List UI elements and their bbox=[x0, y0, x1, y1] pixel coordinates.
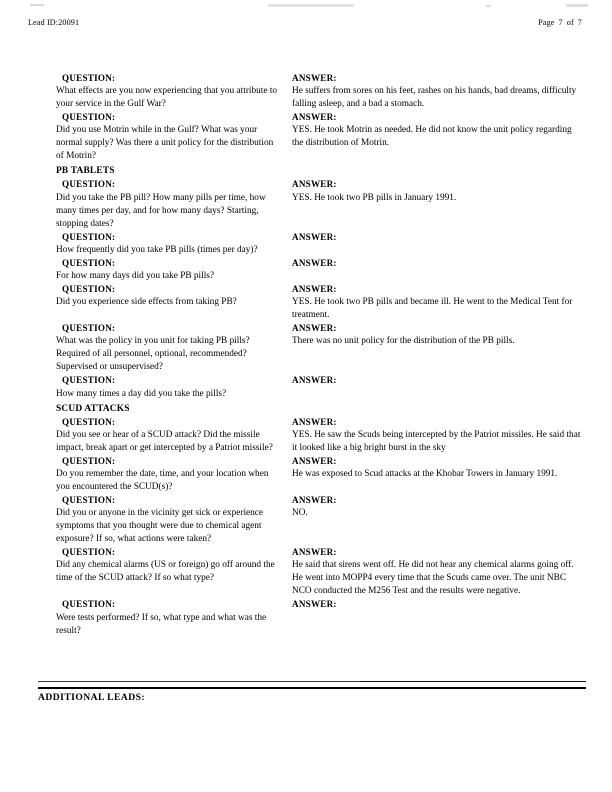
answer-column bbox=[281, 283, 584, 296]
additional-leads-label: ADDITIONAL LEADS: bbox=[38, 691, 146, 703]
question-text: Did any chemical alarms (US or foreign) go off around the time of the SCUD attack? If so what type? bbox=[56, 560, 275, 584]
page-current: 7 bbox=[558, 18, 563, 27]
section-heading-row bbox=[28, 402, 612, 416]
qa-text-row bbox=[28, 612, 584, 638]
qa-text-row bbox=[28, 296, 584, 322]
question-column bbox=[28, 598, 281, 611]
question-column bbox=[28, 231, 281, 244]
qa-text-row bbox=[28, 388, 584, 401]
qa-text-row bbox=[28, 335, 584, 374]
answer-label: ANSWER: bbox=[292, 547, 337, 558]
scan-artifact bbox=[268, 4, 354, 7]
question-column bbox=[28, 124, 281, 163]
question-text: Did you see or hear of a SCUD attack? Did the missile impact, break apart or get intercepted by a Patriot missile? bbox=[56, 429, 273, 453]
question-label: QUESTION: bbox=[62, 73, 116, 83]
question-column bbox=[28, 283, 281, 296]
qa-label-row bbox=[28, 416, 584, 429]
qa-label-row bbox=[28, 546, 584, 559]
qa-label-row bbox=[28, 283, 584, 296]
qa-label-row bbox=[28, 322, 584, 335]
question-column bbox=[28, 494, 281, 507]
qa-text-row bbox=[28, 429, 584, 455]
question-column bbox=[28, 416, 281, 429]
question-label: QUESTION: bbox=[62, 323, 116, 334]
question-text: Did you experience side effects from taking PB? bbox=[56, 297, 237, 308]
answer-label: ANSWER: bbox=[292, 455, 337, 466]
answer-label: ANSWER: bbox=[292, 599, 337, 610]
answer-label: ANSWER: bbox=[292, 416, 337, 427]
answer-column bbox=[281, 374, 584, 387]
answer-column bbox=[281, 429, 584, 455]
question-text: How many times a day did you take the pills? bbox=[56, 388, 227, 399]
question-column bbox=[28, 85, 281, 111]
answer-label: ANSWER: bbox=[292, 495, 337, 506]
answer-column bbox=[281, 178, 584, 191]
page-label: Page bbox=[538, 18, 555, 27]
answer-text: He was exposed to Scud attacks at the Khobar Towers in January 1991. bbox=[292, 469, 558, 480]
qa-text-row bbox=[28, 468, 584, 494]
answer-text: He said that sirens went off. He did not hear any chemical alarms going off. He went into MOPP4 every time that the Scuds came over. The unit NBC NCO conducted the M256 Test and the results were negative. bbox=[292, 560, 574, 597]
question-text: For how many days did you take PB pills? bbox=[56, 271, 215, 282]
question-column bbox=[28, 335, 281, 374]
question-label: QUESTION: bbox=[62, 416, 116, 427]
answer-text bbox=[292, 244, 584, 257]
question-text: Did you or anyone in the vicinity get sick or experience symptoms that you thought were due to chemical agent exposure? If so, what actions were taken? bbox=[56, 508, 264, 545]
question-column bbox=[28, 296, 281, 309]
answer-text: YES. He took Motrin as needed. He did not know the unit policy regarding the distribution of Motrin. bbox=[292, 125, 572, 149]
answer-column bbox=[281, 192, 584, 205]
question-column bbox=[28, 546, 281, 559]
question-column bbox=[28, 468, 281, 494]
answer-column bbox=[281, 507, 584, 520]
question-column bbox=[28, 178, 281, 191]
answer-text: YES. He saw the Scuds being intercepted by the Patriot missiles. He said that it looked like a big bright burst in the sky bbox=[292, 429, 581, 453]
qa-label-row bbox=[28, 231, 584, 244]
page-number bbox=[536, 18, 584, 27]
divider-rule-thick bbox=[38, 687, 586, 689]
qa-text-row bbox=[28, 507, 584, 546]
answer-column bbox=[281, 231, 584, 244]
section-heading-row bbox=[28, 164, 612, 178]
question-column bbox=[28, 374, 281, 387]
question-text: Did you take the PB pill? How many pills per time, how many times per day, and for how many days? Starting, stopping dates? bbox=[56, 192, 266, 229]
question-label: QUESTION: bbox=[62, 112, 116, 123]
question-text: Were tests performed? If so, what type and what was the result? bbox=[56, 612, 267, 636]
answer-text: YES. He took two PB pills and became ill. He went to the Medical Tent for treatment. bbox=[292, 297, 573, 321]
answer-column bbox=[281, 124, 584, 150]
question-label: QUESTION: bbox=[62, 375, 116, 386]
question-column bbox=[28, 388, 281, 401]
answer-column bbox=[281, 244, 584, 257]
qa-text-row bbox=[28, 270, 584, 283]
answer-label: ANSWER: bbox=[292, 323, 337, 334]
answer-text bbox=[292, 388, 584, 401]
question-label: QUESTION: bbox=[62, 231, 116, 242]
qa-label-row bbox=[28, 178, 584, 191]
question-label: QUESTION: bbox=[62, 284, 116, 295]
qa-text-row bbox=[28, 85, 584, 111]
question-column bbox=[28, 507, 281, 546]
answer-label: ANSWER: bbox=[292, 112, 337, 123]
answer-text bbox=[292, 270, 584, 283]
scan-artifact bbox=[30, 4, 44, 6]
question-column bbox=[28, 429, 281, 455]
answer-column bbox=[281, 257, 584, 270]
qa-label-row bbox=[28, 72, 584, 85]
answer-column bbox=[281, 559, 584, 598]
section-heading: SCUD ATTACKS bbox=[56, 403, 130, 414]
answer-column bbox=[281, 388, 584, 401]
qa-label-row bbox=[28, 111, 584, 124]
question-text: Did you use Motrin while in the Gulf? What was your normal supply? Was there a unit policy for the distribution of Motrin? bbox=[56, 125, 274, 162]
question-column bbox=[28, 111, 281, 124]
scan-artifact bbox=[566, 4, 588, 7]
question-label: QUESTION: bbox=[62, 599, 116, 610]
qa-label-row bbox=[28, 494, 584, 507]
lead-id: Lead ID:20091 bbox=[28, 18, 80, 27]
answer-column bbox=[281, 72, 584, 85]
page-header bbox=[0, 18, 612, 32]
qa-label-row bbox=[28, 598, 584, 611]
answer-column bbox=[281, 335, 584, 348]
answer-text bbox=[292, 612, 584, 625]
qa-label-row bbox=[28, 455, 584, 468]
qa-text-row bbox=[28, 559, 584, 598]
question-text: What effects are you now experiencing that you attribute to your service in the Gulf War? bbox=[56, 86, 278, 110]
question-label: QUESTION: bbox=[62, 547, 116, 558]
answer-column bbox=[281, 322, 584, 335]
answer-column bbox=[281, 598, 584, 611]
answer-label: ANSWER: bbox=[292, 257, 337, 268]
qa-text-row bbox=[28, 124, 584, 163]
additional-leads-block bbox=[38, 681, 586, 703]
answer-text: NO. bbox=[292, 508, 308, 519]
qa-label-row bbox=[28, 374, 584, 387]
qa-text-row bbox=[28, 192, 584, 231]
answer-label: ANSWER: bbox=[292, 284, 337, 295]
question-column bbox=[28, 612, 281, 638]
answer-text: YES. He took two PB pills in January 1991. bbox=[292, 192, 457, 203]
answer-column bbox=[281, 270, 584, 283]
question-column bbox=[28, 72, 281, 85]
question-label: QUESTION: bbox=[62, 455, 116, 466]
question-text: What was the policy in you unit for taking PB pills? Required of all personnel, optional, recommended? Supervised or unsupervised? bbox=[56, 336, 250, 373]
answer-column bbox=[281, 546, 584, 559]
question-label: QUESTION: bbox=[62, 179, 116, 190]
answer-label: ANSWER: bbox=[292, 231, 337, 242]
answer-label: ANSWER: bbox=[292, 179, 337, 190]
qa-body bbox=[0, 72, 612, 638]
answer-column bbox=[281, 612, 584, 625]
qa-grid bbox=[28, 72, 584, 638]
answer-column bbox=[281, 296, 584, 322]
section-heading: PB TABLETS bbox=[56, 166, 115, 177]
question-column bbox=[28, 192, 281, 231]
question-column bbox=[28, 257, 281, 270]
answer-label: ANSWER: bbox=[292, 73, 337, 83]
answer-column bbox=[281, 85, 584, 111]
answer-text: He suffers from sores on his feet, rashes on his hands, bad dreams, difficulty falling asleep, and a bad a stomach. bbox=[292, 86, 577, 110]
answer-column bbox=[281, 416, 584, 429]
page-of: of bbox=[566, 18, 574, 27]
qa-label-row bbox=[28, 257, 584, 270]
question-column bbox=[28, 322, 281, 335]
page-total: 7 bbox=[577, 18, 582, 27]
qa-text-row bbox=[28, 244, 584, 257]
question-label: QUESTION: bbox=[62, 257, 116, 268]
answer-label: ANSWER: bbox=[292, 375, 337, 386]
divider-rule-short bbox=[38, 681, 361, 682]
answer-column bbox=[281, 111, 584, 124]
answer-column bbox=[281, 455, 584, 468]
answer-column bbox=[281, 494, 584, 507]
question-column bbox=[28, 455, 281, 468]
question-column bbox=[28, 559, 281, 585]
question-text: How frequently did you take PB pills (times per day)? bbox=[56, 244, 258, 255]
question-label: QUESTION: bbox=[62, 495, 116, 506]
scan-artifact bbox=[486, 5, 491, 7]
question-column bbox=[28, 270, 281, 283]
question-column bbox=[28, 244, 281, 257]
question-text: Do you remember the date, time, and your location when you encountered the SCUD(s)? bbox=[56, 469, 269, 493]
answer-text: There was no unit policy for the distribution of the PB pills. bbox=[292, 336, 515, 347]
answer-column bbox=[281, 468, 584, 481]
